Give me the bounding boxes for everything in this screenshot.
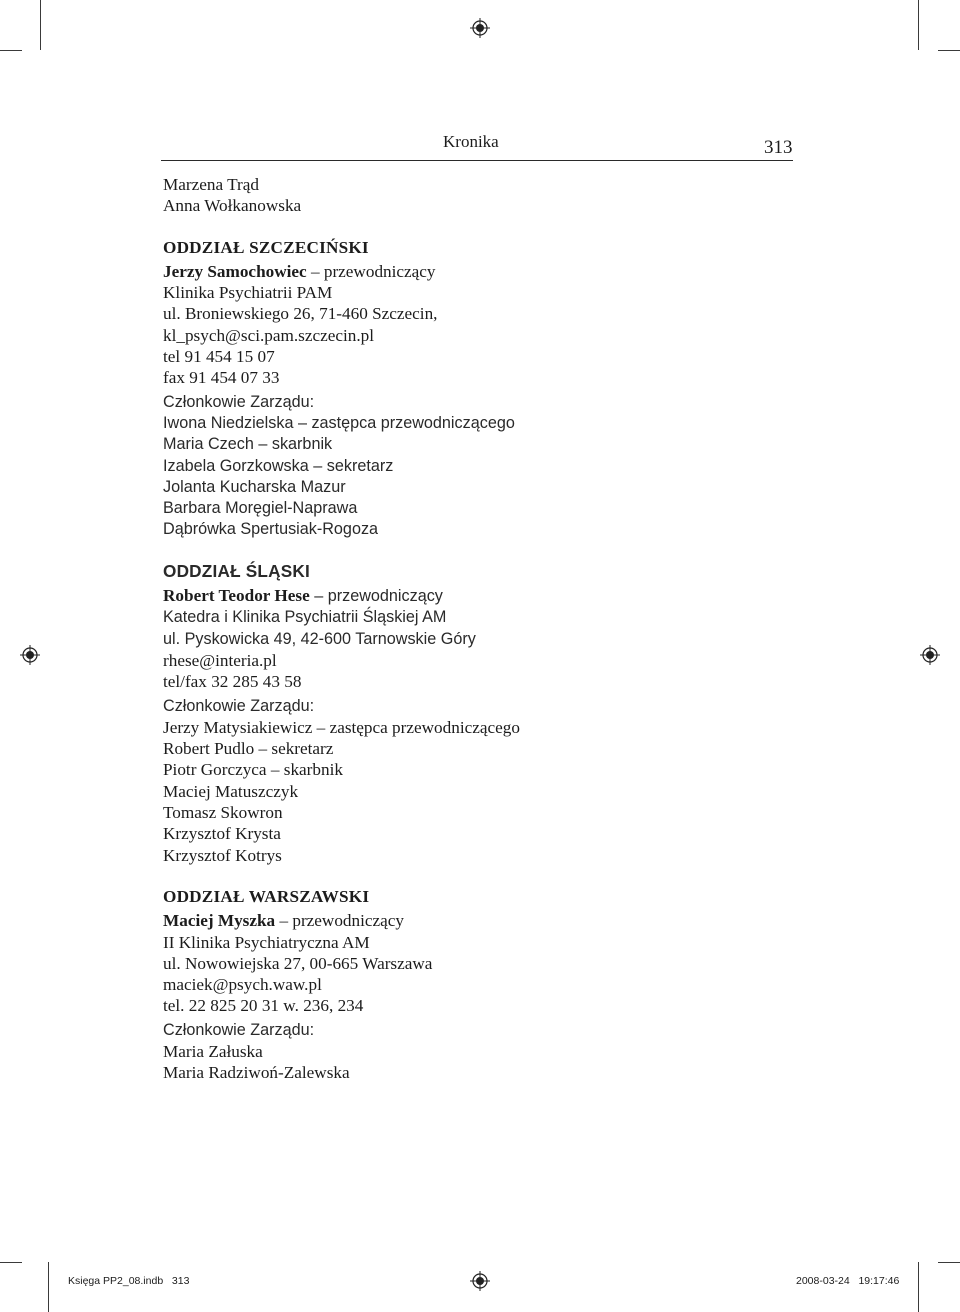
- board-label: Członkowie Zarządu:: [163, 696, 315, 715]
- registration-mark-icon: [920, 645, 940, 665]
- phone-line: tel/fax 32 285 43 58: [163, 672, 302, 692]
- chairperson-name: Maciej Myszka: [163, 911, 276, 931]
- board-member: Izabela Gorzkowska – sekretarz: [163, 456, 394, 475]
- address-line: ul. Broniewskiego 26, 71-460 Szczecin,: [163, 304, 438, 324]
- registration-mark-icon: [470, 1271, 490, 1291]
- email-line: maciek@psych.waw.pl: [163, 975, 322, 995]
- address-line: Katedra i Klinika Psychiatrii Śląskiej AM: [163, 608, 447, 627]
- chairperson-line: [163, 910, 723, 931]
- fax-line: fax 91 454 07 33: [163, 368, 280, 388]
- phone-line: tel. 22 825 20 31 w. 236, 234: [163, 996, 364, 1016]
- page-content: [163, 174, 723, 1084]
- board-member: Jerzy Matysiakiewicz – zastępca przewodniczącego: [163, 717, 520, 737]
- board-member: Dąbrówka Spertusiak-Rogoza: [163, 520, 379, 539]
- email-line: rhese@interia.pl: [163, 650, 277, 670]
- crop-mark: [938, 50, 960, 51]
- chairperson-line: [163, 261, 723, 282]
- board-member: Maria Radziwoń-Zalewska: [163, 1063, 350, 1083]
- crop-mark: [938, 1262, 960, 1263]
- address-line: Klinika Psychiatrii PAM: [163, 283, 333, 303]
- page-number: 313: [764, 137, 793, 158]
- address-line: II Klinika Psychiatryczna AM: [163, 932, 370, 952]
- address-line: ul. Nowowiejska 27, 00-665 Warszawa: [163, 953, 433, 973]
- board-member: Robert Pudlo – sekretarz: [163, 739, 334, 759]
- slug-filename: Księga PP2_08.indb 313: [68, 1275, 190, 1287]
- crop-mark: [0, 50, 22, 51]
- section-heading: ODDZIAŁ SZCZECIŃSKI: [163, 237, 369, 257]
- chairperson-role: – przewodniczący: [309, 587, 443, 606]
- slug-timestamp: 2008-03-24 19:17:46: [796, 1275, 900, 1287]
- section-heading: ODDZIAŁ ŚLĄSKI: [163, 560, 310, 581]
- board-member: Tomasz Skowron: [163, 803, 283, 823]
- board-label: Członkowie Zarządu:: [163, 1020, 315, 1039]
- registration-mark-icon: [20, 645, 40, 665]
- board-member: Krzysztof Kotrys: [163, 845, 282, 865]
- board-label: Członkowie Zarządu:: [163, 392, 315, 411]
- crop-mark: [918, 1262, 919, 1312]
- crop-mark: [40, 0, 41, 50]
- chairperson-line: [163, 585, 723, 607]
- crop-mark: [918, 0, 919, 50]
- crop-mark: [0, 1262, 22, 1263]
- crop-mark: [48, 1262, 49, 1312]
- board-member: Krzysztof Krysta: [163, 824, 281, 844]
- intro-line: Anna Wołkanowska: [163, 196, 302, 216]
- board-member: Maria Załuska: [163, 1041, 263, 1061]
- chairperson-name: Jerzy Samochowiec: [163, 261, 307, 281]
- board-member: Barbara Moręgiel-Naprawa: [163, 499, 358, 518]
- chairperson-name: Robert Teodor Hese: [163, 586, 310, 606]
- section-heading: ODDZIAŁ WARSZAWSKI: [163, 886, 370, 906]
- board-member: Jolanta Kucharska Mazur: [163, 477, 346, 496]
- phone-line: tel 91 454 15 07: [163, 347, 275, 367]
- board-member: Maciej Matuszczyk: [163, 781, 299, 801]
- chairperson-role: – przewodniczący: [275, 911, 404, 931]
- running-header-title: Kronika: [443, 132, 499, 151]
- chairperson-role: – przewodniczący: [306, 261, 436, 281]
- board-member: Iwona Niedzielska – zastępca przewodniczącego: [163, 413, 515, 432]
- registration-mark-icon: [470, 18, 490, 38]
- board-member: Piotr Gorczyca – skarbnik: [163, 760, 343, 780]
- email-line: kl_psych@sci.pam.szczecin.pl: [163, 325, 375, 345]
- header-divider: [161, 160, 793, 161]
- board-member: Maria Czech – skarbnik: [163, 435, 333, 454]
- address-line: ul. Pyskowicka 49, 42-600 Tarnowskie Góry: [163, 629, 476, 648]
- intro-line: Marzena Trąd: [163, 175, 259, 194]
